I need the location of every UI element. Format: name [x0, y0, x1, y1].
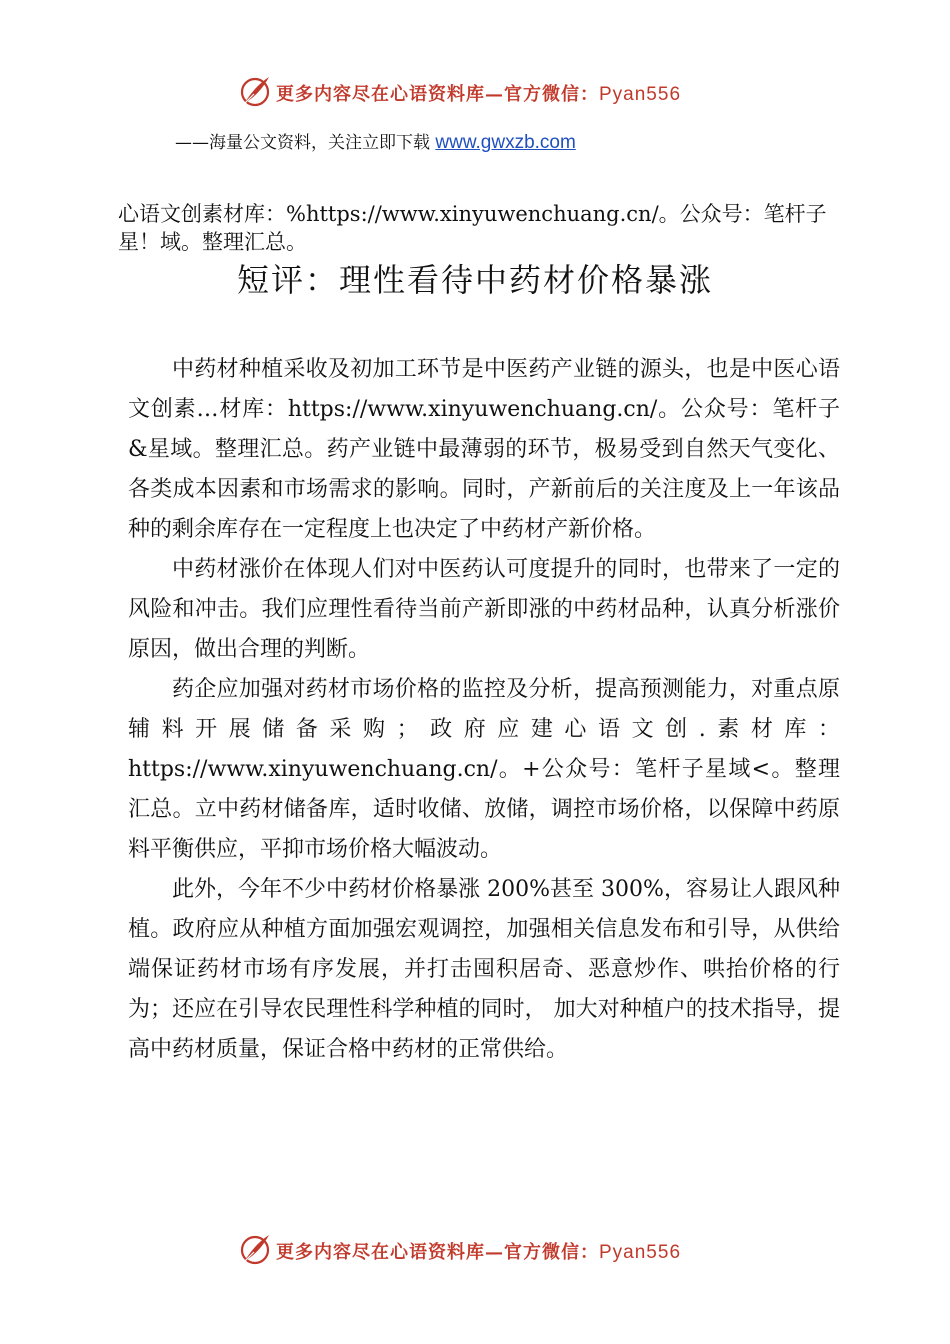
footer-brand	[276, 1238, 681, 1264]
subheader-link[interactable]: www.gwxzb.com	[435, 132, 576, 153]
footer-wechat-id: Pyan556	[599, 1242, 682, 1263]
page-title: 短评：理性看待中药材价格暴涨	[236, 261, 713, 299]
page-footer	[0, 1230, 950, 1270]
paragraph: 中药材种植采收及初加工环节是中医药产业链的源头，也是中医心语文创素…材库：https://www.xinyuwenchuang.cn/。公众号：笔杆子&星域。整理汇总。药产业链中最薄弱的环节，极易受到自然天气变化、各类成本因素和市场需求的影响。同时，产新前后的关注度及上一年该品种的剩余库存在一定程度上也决定了中药材产新价格。	[128, 357, 840, 542]
article-body	[128, 350, 840, 1070]
subheader	[175, 128, 576, 154]
page-header	[0, 72, 950, 112]
header-brand	[276, 80, 681, 106]
footer-brand-text: 更多内容尽在心语资料库—官方微信：	[276, 1242, 599, 1263]
subheader-text: ——海量公文资料，关注立即下载	[175, 133, 436, 153]
quill-feather-icon	[238, 1232, 272, 1266]
paragraph: 此外，今年不少中药材价格暴涨 200%甚至 300%，容易让人跟风种植。政府应从种植方面加强宏观调控，加强相关信息发布和引导，从供给端保证药材市场有序发展，并打击囤积居奇、恶意炒作、哄抬价格的行为；还应在引导农民理性科学种植的同时， 加大对种植户的技术指导，提高中药材质量，保证合格中药材的正常供给。	[128, 877, 840, 1062]
intro-line: 心语文创素材库：%https://www.xinyuwenchuang.cn/。公众号：笔杆子星！域。整理汇总。	[118, 202, 827, 254]
paragraph: 药企应加强对药材市场价格的监控及分析，提高预测能力，对重点原辅料开展储备采购；政府应建心语文创.素材库：https://www.xinyuwenchuang.cn/。+公众号：笔杆子星域<。整理汇总。立中药材储备库，适时收储、放储，调控市场价格，以保障中药原料平衡供应，平抑市场价格大幅波动。	[128, 677, 840, 862]
header-wechat-id: Pyan556	[599, 84, 682, 105]
quill-feather-icon	[238, 74, 272, 108]
paragraph: 中药材涨价在体现人们对中医药认可度提升的同时，也带来了一定的风险和冲击。我们应理性看待当前产新即涨的中药材品种，认真分析涨价原因，做出合理的判断。	[128, 557, 840, 662]
header-brand-text: 更多内容尽在心语资料库—官方微信：	[276, 84, 599, 105]
